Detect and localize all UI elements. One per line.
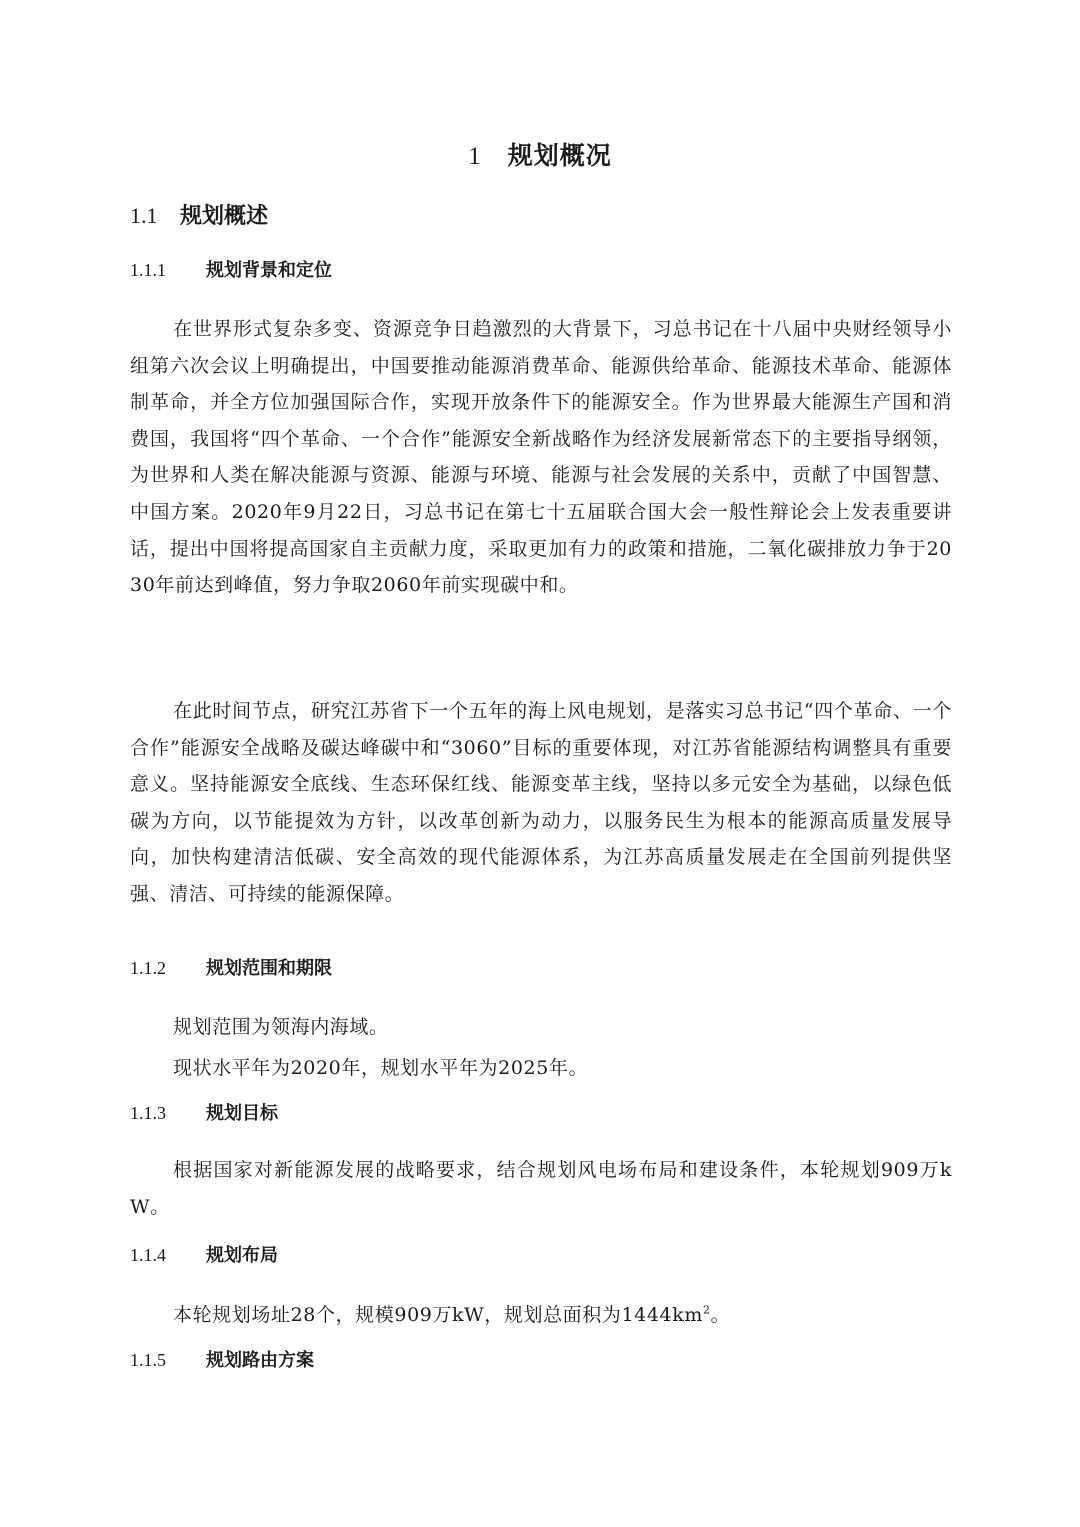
subsection-number: 1.1.5 — [130, 1350, 166, 1370]
section-heading-1-1 — [130, 198, 268, 235]
chapter-title — [0, 136, 1080, 177]
subsection-number: 1.1.2 — [130, 958, 166, 978]
paragraph-layout — [130, 1297, 952, 1334]
subsection-title: 规划路由方案 — [206, 1350, 314, 1371]
subsection-title: 规划布局 — [206, 1245, 278, 1266]
subsection-title: 规划范围和期限 — [206, 958, 332, 979]
subsection-number: 1.1.1 — [130, 260, 166, 280]
subsection-heading-1-1-4 — [130, 1240, 278, 1271]
paragraph-positioning: 在此时间节点，研究江苏省下一个五年的海上风电规划，是落实习总书记“四个革命、一个合作”能源安全战略及碳达峰碳中和“3060”目标的重要体现，对江苏省能源结构调整具有重要意义。坚持能源安全底线、生态环保红线、能源变革主线，坚持以多元安全为基础，以绿色低碳为方向，以节能提效为方针，以改革创新为动力，以服务民生为根本的能源高质量发展导向，加快构建清洁低碳、安全高效的现代能源体系，为江苏高质量发展走在全国前列提供坚强、清洁、可持续的能源保障。 — [130, 700, 952, 905]
chapter-number: 1 — [468, 143, 482, 170]
layout-text-end: 。 — [710, 1304, 731, 1326]
subsection-number: 1.1.3 — [130, 1103, 166, 1123]
subsection-title: 规划背景和定位 — [206, 260, 332, 281]
layout-text: 本轮规划场址28个，规模909万kW，规划总面积为1444km — [173, 1304, 703, 1326]
chapter-title-text: 规划概况 — [507, 141, 612, 170]
subsection-heading-1-1-3 — [130, 1098, 278, 1129]
subsection-heading-1-1-1 — [130, 255, 332, 286]
subsection-heading-1-1-5 — [130, 1345, 314, 1376]
subsection-number: 1.1.4 — [130, 1245, 166, 1265]
subsection-title: 规划目标 — [206, 1103, 278, 1124]
paragraph-background: 在世界形式复杂多变、资源竞争日趋激烈的大背景下，习总书记在十八届中央财经领导小组第六次会议上明确提出，中国要推动能源消费革命、能源供给革命、能源技术革命、能源体制革命，并全方位加强国际合作，实现开放条件下的能源安全。作为世界最大能源生产国和消费国，我国将“四个革命、一个合作”能源安全新战略作为经济发展新常态下的主要指导纲领，为世界和人类在解决能源与资源、能源与环境、能源与社会发展的关系中，贡献了中国智慧、中国方案。2020年9月22日，习总书记在第七十五届联合国大会一般性辩论会上发表重要讲话，提出中国将提高国家自主贡献力度，采取更加有力的政策和措施，二氧化碳排放力争于2030年前达到峰值，努力争取2060年前实现碳中和。 — [130, 318, 952, 597]
paragraph-period: 现状水平年为2020年，规划水平年为2025年。 — [173, 1057, 589, 1079]
section-number: 1.1 — [130, 203, 158, 228]
paragraph-target: 根据国家对新能源发展的战略要求，结合规划风电场布局和建设条件，本轮规划909万kW。 — [130, 1159, 952, 1218]
subsection-heading-1-1-2 — [130, 953, 332, 984]
section-title: 规划概述 — [180, 204, 269, 229]
superscript-exponent: 2 — [702, 1303, 711, 1317]
paragraph-scope: 规划范围为领海内海域。 — [173, 1016, 389, 1038]
